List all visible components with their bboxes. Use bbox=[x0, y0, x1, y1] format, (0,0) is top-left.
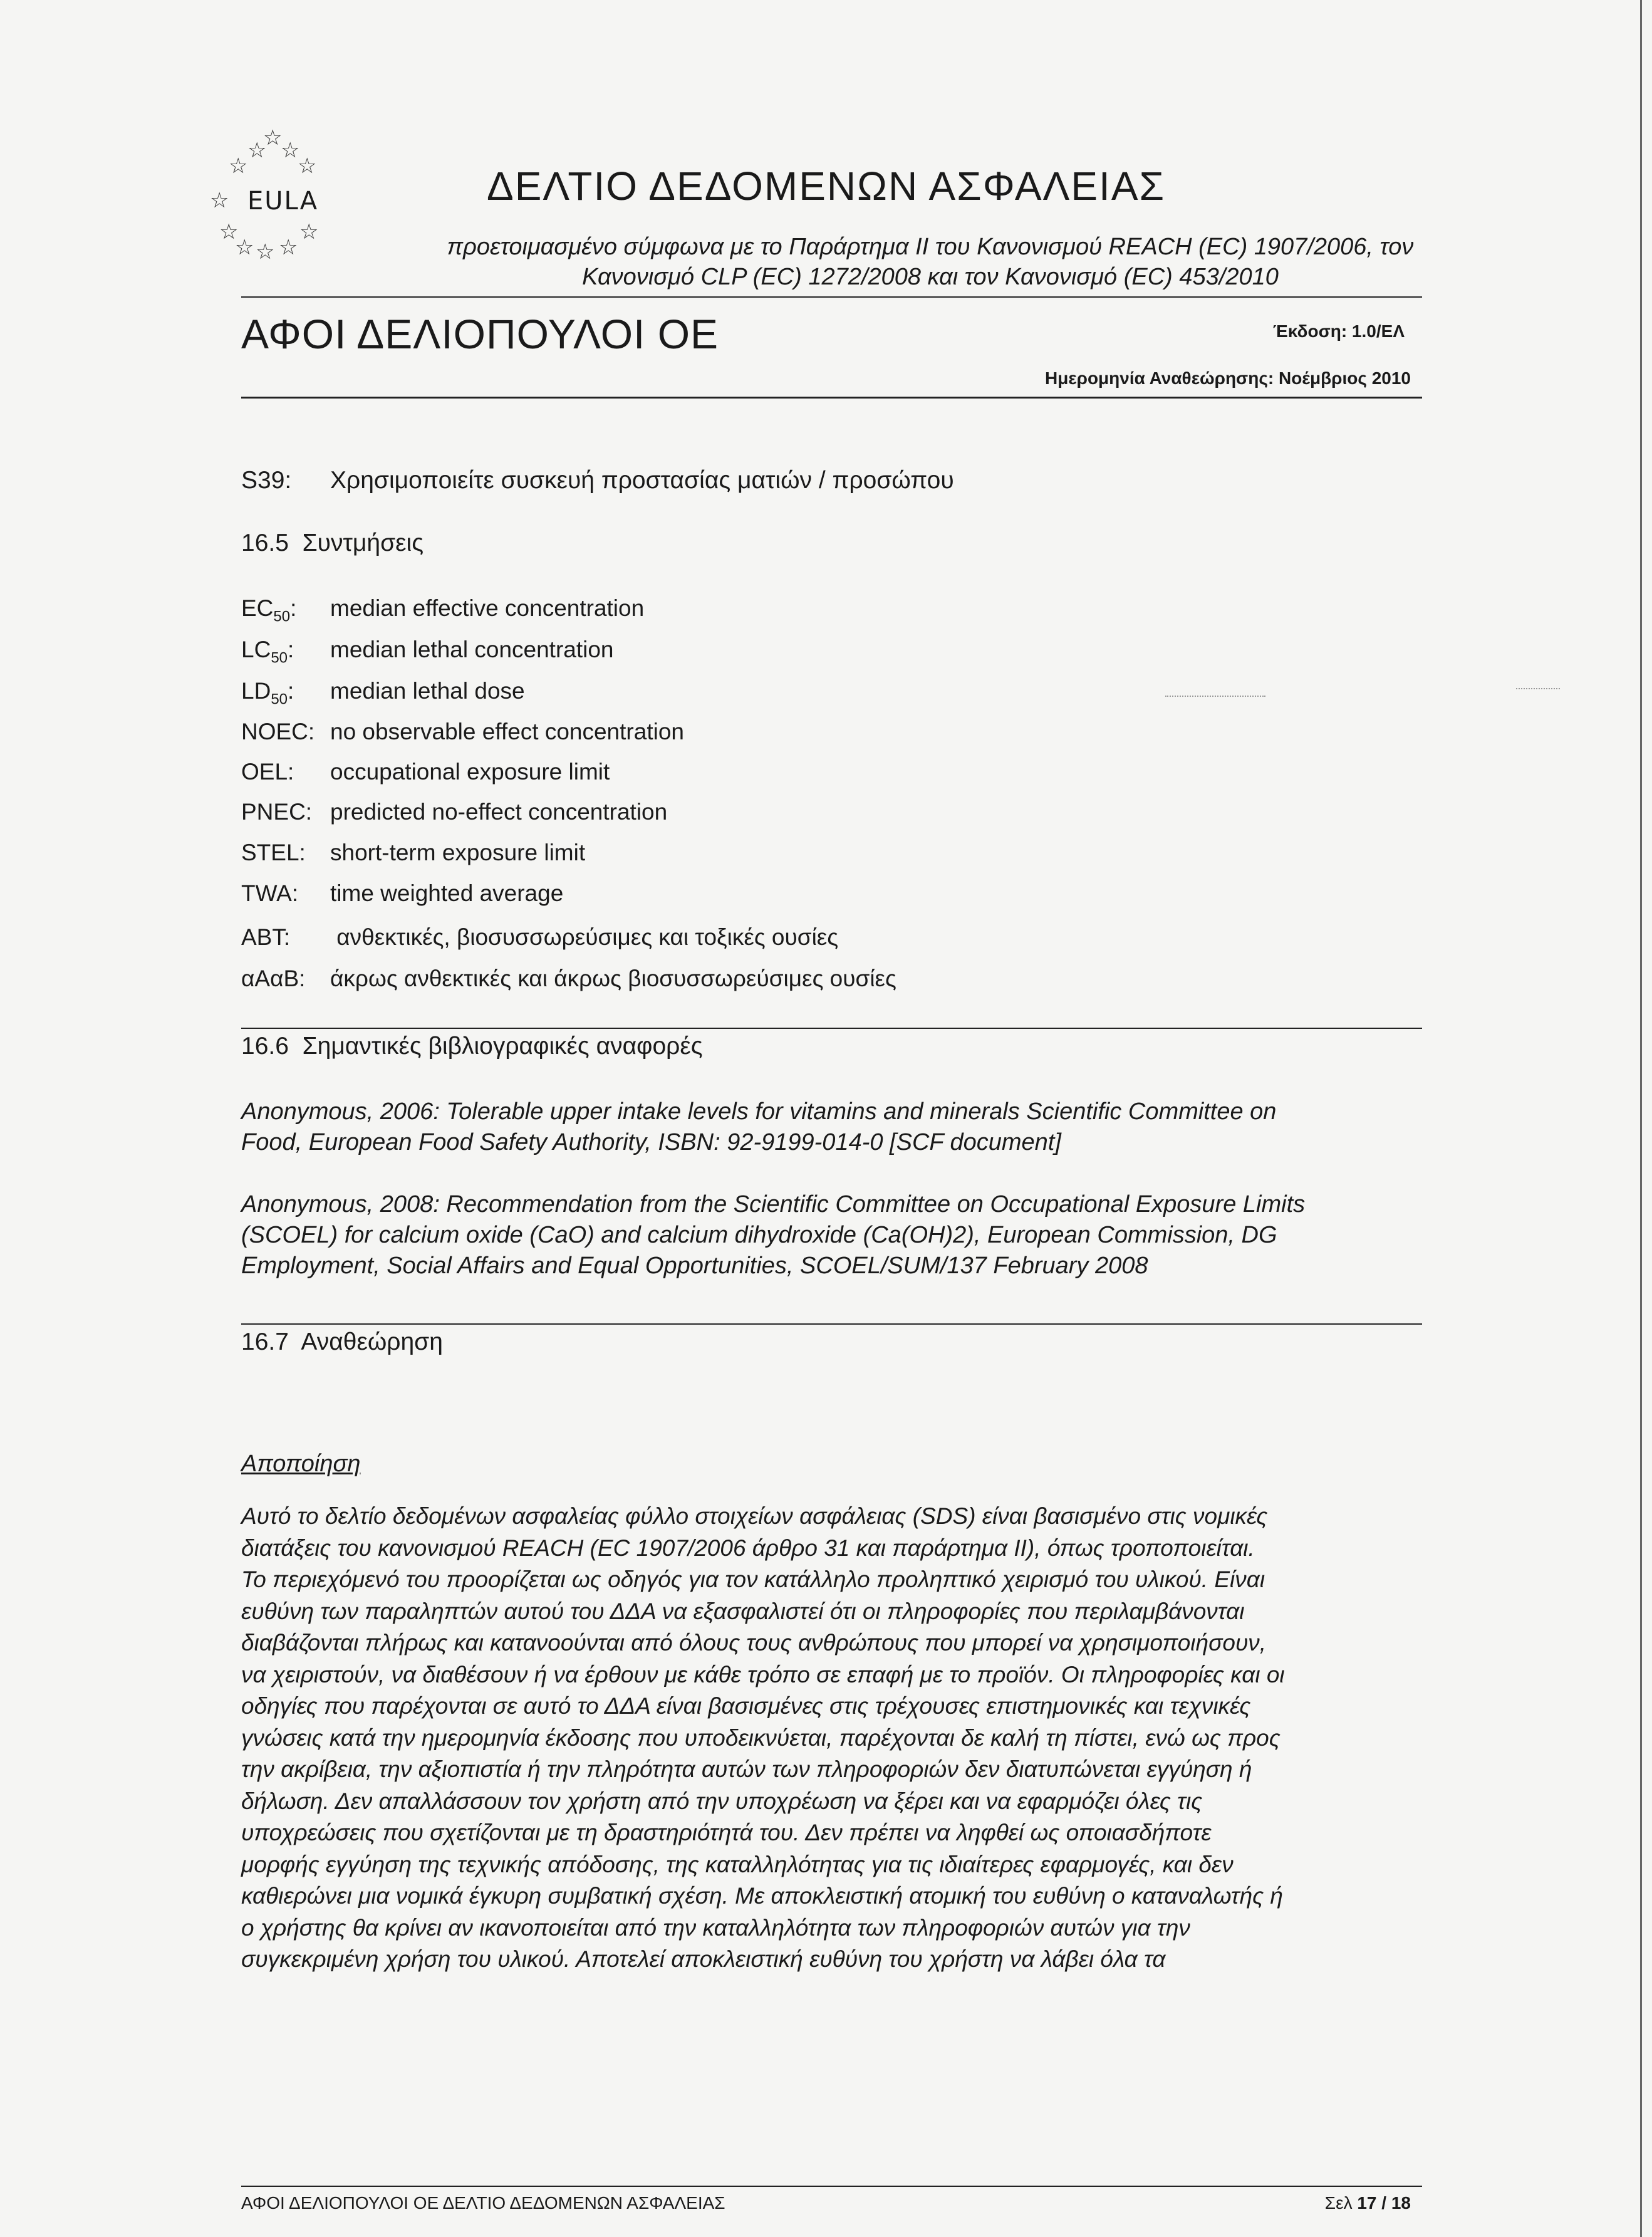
section-16-5-heading: 16.5 Συντμήσεις bbox=[241, 529, 423, 556]
disclaimer-line: ευθύνη των παραληπτών αυτού του ΔΔΑ να εξασφαλιστεί ότι οι πληροφορίες που περιλαμβάνονται bbox=[241, 1598, 1245, 1624]
section-16-7-heading: 16.7 Αναθεώρηση bbox=[241, 1328, 443, 1355]
reference-line: Food, European Food Safety Authority, ISBN: 92-9199-014-0 [SCF document] bbox=[241, 1129, 1061, 1155]
abbr-value: no observable effect concentration bbox=[330, 719, 684, 744]
page-prefix: Σελ bbox=[1324, 2193, 1358, 2213]
star-icon: ☆ bbox=[263, 125, 283, 150]
abbr-value: short-term exposure limit bbox=[330, 840, 586, 865]
abbr-key: OEL: bbox=[241, 759, 294, 785]
disclaimer-line: καθιερώνει μια νομικά έγκυρη συμβατική σχέση. Με αποκλειστική ατομική του ευθύνη ο καταναλωτής ή bbox=[241, 1883, 1283, 1909]
abbr-value: time weighted average bbox=[330, 880, 564, 906]
abbr-value: median lethal dose bbox=[330, 678, 525, 704]
reference-2 bbox=[241, 1189, 1419, 1281]
reference-1 bbox=[241, 1097, 1419, 1158]
abbr-value: ανθεκτικές, βιοσυσσωρεύσιμες και τοξικές ουσίες bbox=[330, 924, 839, 950]
abbr-key: $LC_{50}$: bbox=[241, 637, 294, 667]
abbr-key: ABT: bbox=[241, 924, 291, 950]
abbr-value: predicted no-effect concentration bbox=[330, 799, 668, 825]
footer-text: ΑΦΟΙ ΔΕΛΙΟΠΟΥΛΟΙ ΟΕ ΔΕΛΤΙΟ ΔΕΔΟΜΕΝΩΝ ΑΣΦΑΛΕΙΑΣ bbox=[241, 2193, 725, 2213]
s39-statement bbox=[241, 467, 954, 494]
star-icon: ☆ bbox=[235, 235, 254, 260]
abbr-value: occupational exposure limit bbox=[330, 759, 610, 785]
star-icon: ☆ bbox=[229, 154, 248, 179]
scan-edge bbox=[1640, 0, 1642, 2237]
star-icon: ☆ bbox=[298, 154, 317, 179]
section-divider bbox=[241, 1323, 1422, 1325]
revision-date: Ημερομηνία Αναθεώρησης: Νοέμβριος 2010 bbox=[1044, 368, 1411, 388]
star-icon: ☆ bbox=[256, 239, 275, 264]
reference-line: Anonymous, 2006: Tolerable upper intake levels for vitamins and minerals Scientific Committee on bbox=[241, 1098, 1277, 1125]
disclaimer-line: να χειριστούν, να διαθέσουν ή να έρθουν με κάθε τρόπο σε επαφή με το προϊόν. Οι πληροφορίες και οι bbox=[241, 1661, 1285, 1687]
star-icon: ☆ bbox=[299, 219, 319, 244]
disclaimer-line: υποχρεώσεις που σχετίζονται με τη δραστηριότητά του. Δεν πρέπει να ληφθεί ως οποιασδήποτε bbox=[241, 1820, 1212, 1845]
abbr-key: $LD_{50}$: bbox=[241, 678, 294, 708]
abbr-value: median lethal concentration bbox=[330, 637, 614, 662]
logo-text: EULA bbox=[247, 187, 319, 216]
disclaimer-title-text: Αποποίηση bbox=[241, 1451, 361, 1477]
star-icon: ☆ bbox=[247, 138, 267, 163]
scan-mark bbox=[1516, 688, 1560, 689]
abbr-key: NOEC: bbox=[241, 719, 315, 744]
reference-line: Anonymous, 2008: Recommendation from the Scientific Committee on Occupational Exposure Limits bbox=[241, 1191, 1306, 1218]
disclaimer-line: διατάξεις του κανονισμού REACH (EC 1907/2006 άρθρο 31 και παράρτημα II), όπως τροποποιείται. bbox=[241, 1535, 1255, 1561]
disclaimer-line: Το περιεχόμενό του προορίζεται ως οδηγός για τον κατάλληλο προληπτικό χειρισμό του υλικού. Είναι bbox=[241, 1567, 1265, 1592]
version-label: Έκδοση: 1.0/ΕΛ bbox=[1272, 321, 1405, 341]
s39-text: Χρησιμοποιείτε συσκευή προστασίας ματιών / προσώπου bbox=[330, 467, 954, 494]
scan-mark bbox=[1165, 696, 1265, 697]
disclaimer-line: Αυτό το δελτίο δεδομένων ασφαλείας φύλλο στοιχείων ασφάλειας (SDS) είναι βασισμένο στις νομικές bbox=[241, 1503, 1268, 1529]
section-16-6-heading: 16.6 Σημαντικές βιβλιογραφικές αναφορές bbox=[241, 1033, 703, 1060]
subtitle-line: προετοιμασμένο σύμφωνα με το Παράρτημα II του Κανονισμού REACH (EC) 1907/2006, τον bbox=[447, 234, 1414, 260]
disclaimer-line: δήλωση. Δεν απαλλάσσουν τον χρήστη από την υποχρέωση να ξέρει και να εφαρμόζει όλες τις bbox=[241, 1788, 1203, 1814]
star-icon: ☆ bbox=[219, 219, 239, 244]
page-count: 17 / 18 bbox=[1357, 2193, 1411, 2213]
abbr-key: PNEC: bbox=[241, 799, 313, 825]
abbr-value: άκρως ανθεκτικές και άκρως βιοσυσσωρεύσιμες ουσίες bbox=[330, 966, 896, 991]
disclaimer-line: μορφής εγγύηση της τεχνικής απόδοσης, της καταλληλότητας για τις ιδιαίτερες εφαρμογές, και δεν bbox=[241, 1851, 1234, 1877]
document-title: ΔΕΛΤΙΟ ΔΕΔΟΜΕΝΩΝ ΑΣΦΑΛΕΙΑΣ bbox=[486, 164, 1166, 209]
abbr-value: median effective concentration bbox=[330, 595, 645, 621]
abbr-key: TWA: bbox=[241, 880, 299, 906]
abbr-key: STEL: bbox=[241, 840, 306, 865]
page-number bbox=[1325, 2193, 1411, 2213]
star-icon: ☆ bbox=[281, 138, 300, 163]
disclaimer-line: γνώσεις κατά την ημερομηνία έκδοσης που υποδεικνύεται, παρέχονται δε καλή τη πίστει, ενώ ως προς bbox=[241, 1724, 1281, 1751]
footer-rule bbox=[241, 2186, 1422, 2187]
s39-code: S39: bbox=[241, 467, 292, 494]
abbr-key: $EC_{50}$: bbox=[241, 595, 297, 625]
disclaimer-title bbox=[241, 1451, 360, 1478]
header-divider bbox=[241, 296, 1422, 298]
subtitle-line: Κανονισμό CLP (EC) 1272/2008 και τον Κανονισμό (EC) 453/2010 bbox=[582, 264, 1279, 290]
disclaimer-line: την ακρίβεια, την αξιοπιστία ή την πληρότητα αυτών των πληροφοριών δεν διατυπώνεται εγγύηση ή bbox=[241, 1756, 1252, 1782]
disclaimer-line: συγκεκριμένη χρήση του υλικού. Αποτελεί αποκλειστική ευθύνη του χρήστη να λάβει όλα τα bbox=[241, 1946, 1166, 1972]
disclaimer-paragraph bbox=[241, 1501, 1419, 1976]
disclaimer-line: ο χρήστης θα κρίνει αν ικανοποιείται από την καταλληλότητα των πληροφοριών αυτών για την bbox=[241, 1914, 1190, 1941]
document-subtitle bbox=[439, 232, 1422, 292]
disclaimer-line: διαβάζονται πλήρως και κατανοούνται από όλους τους ανθρώπους που μπορεί να χρησιμοποιήσουν, bbox=[241, 1630, 1267, 1656]
company-name: ΑΦΟΙ ΔΕΛΙΟΠΟΥΛΟΙ ΟΕ bbox=[241, 311, 719, 357]
header-bottom-rule bbox=[241, 397, 1422, 399]
section-divider bbox=[241, 1028, 1422, 1029]
star-icon: ☆ bbox=[210, 188, 229, 213]
reference-line: (SCOEL) for calcium oxide (CaO) and calcium dihydroxide (Ca(OH)2), European Commission, DG bbox=[241, 1222, 1277, 1248]
disclaimer-line: οδηγίες που παρέχονται σε αυτό το ΔΔΑ είναι βασισμένες στις τρέχουσες επιστημονικές και τεχνικές bbox=[241, 1693, 1251, 1719]
reference-line: Employment, Social Affairs and Equal Opportunities, SCOEL/SUM/137 February 2008 bbox=[241, 1253, 1148, 1279]
star-icon: ☆ bbox=[279, 235, 298, 260]
abbr-key: αΑαΒ: bbox=[241, 966, 306, 991]
